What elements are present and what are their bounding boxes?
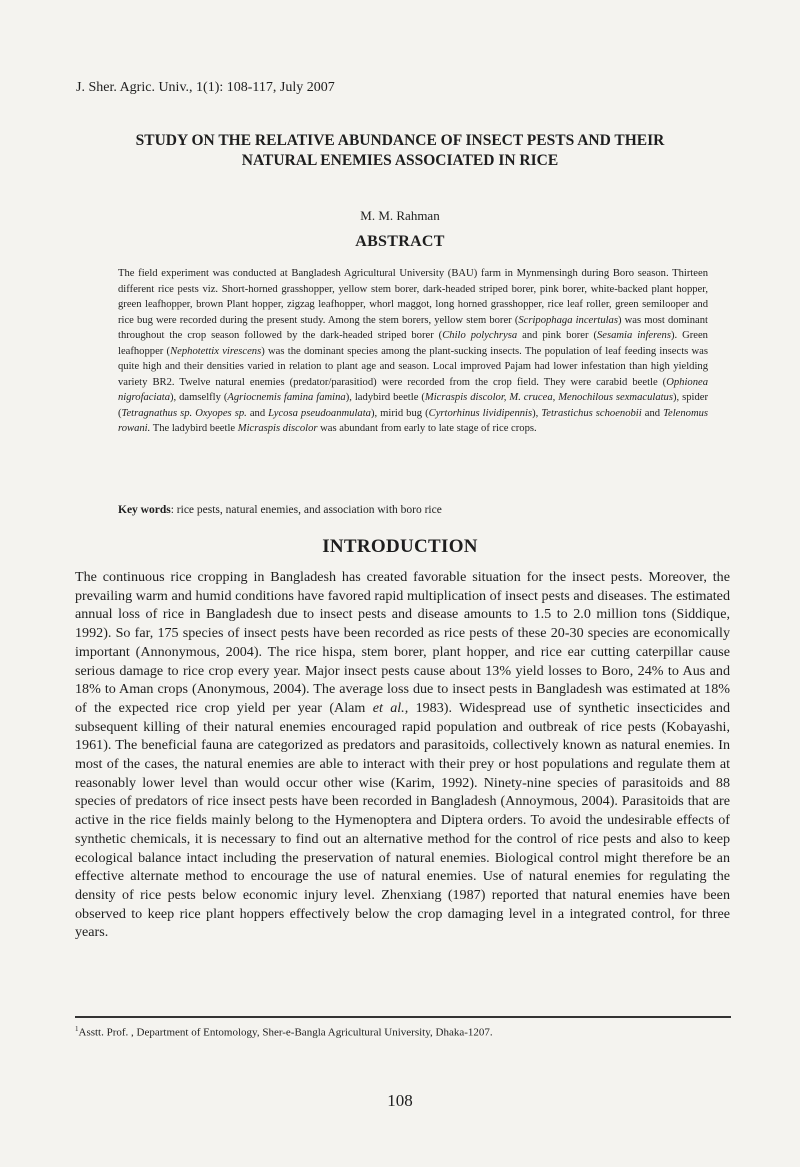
page-number: 108 xyxy=(387,1091,413,1110)
abstract-text-segment: and xyxy=(246,407,269,419)
abstract-text-segment: ) was most dominant throughout the crop season followed by the dark-headed striped borer ( xyxy=(118,314,708,341)
intro-text-segment: The continuous rice cropping in Bangladesh has created favorable situation for the insect pests. Moreover, the prevailing warm and humid conditions have favored rapid multiplication of insect pests and diseases. The estimated annual loss of rice in Bangladesh due to insect pests and disease amounts to 1.5 to 2.0 million tons (Siddique, 1992). So far, 175 species of insect pests have been recorded as rice pests of these 20-30 species are economically important (Annonymous, 2004). The rice hispa, stem borer, plant hopper, and rice ear cutting caterpillar cause serious damage to rice crop every year. Major insect pests cause about 13% yield losses to Boro, 24% to Aus and 18% to Aman crops (Anonymous, 2004). The average loss due to insect pests in Bangladesh was estimated at 18% of the expected rice crop yield per year (Alam xyxy=(75,569,730,716)
footnote-text: Asstt. Prof. , Department of Entomology, Sher-e-Bangla Agricultural University, Dhaka-1207. xyxy=(78,1026,493,1039)
abstract-text-segment: ), xyxy=(532,407,542,419)
species-name: Agriocnemis famina famina xyxy=(227,392,346,403)
species-name: Scripophaga incertulas xyxy=(518,314,618,326)
introduction-text xyxy=(75,568,730,942)
species-name: Micraspis discolor, M. crucea, Menochilous sexmaculatus xyxy=(424,392,673,403)
keywords xyxy=(118,504,442,516)
intro-et-al: et al., xyxy=(372,699,409,716)
abstract-text-segment: The ladybird beetle xyxy=(150,423,238,434)
paper-title xyxy=(70,131,730,171)
title-line-2: NATURAL ENEMIES ASSOCIATED IN RICE xyxy=(241,152,559,169)
species-name: Ophionea nigrofaciata xyxy=(118,376,708,403)
footnote xyxy=(75,1025,493,1039)
abstract-text-segment: and xyxy=(641,407,664,419)
species-name: Tetragnathus sp. Oxyopes sp. xyxy=(121,407,247,419)
abstract-text-segment: The field experiment was conducted at Bangladesh Agricultural University (BAU) farm in Mynmensingh during Boro season. Thirteen different rice pests viz. Short-horned grasshopper, yellow stem borer, dark-headed striped borer, pink borer, white-backed plant hopper, green leafhopper, brown Plant hopper, zigzag leafhopper, whorl maggot, long horned grasshopper, rice leaf roller, green semilooper and rice bug were recorded during the present study. Among the stem borers, yellow stem borer ( xyxy=(118,268,708,326)
species-name: Sesamia inferens xyxy=(596,330,671,341)
species-name: Tetrastichus schoenobii xyxy=(541,407,642,419)
species-name: Micraspis discolor xyxy=(237,423,318,434)
species-name: Chilo polychrysa xyxy=(442,330,518,341)
footnote-marker: 1 xyxy=(75,1025,79,1033)
abstract-text-segment: ) was the dominant species among the plant-sucking insects. The population of leaf feeding insects was quite high and their densities varied in relation to plant age and season. Local improved Pajam had lower infestation than high yielding variety BR2. Twelve natural enemies (predator/parasitiod) were recorded from the crop field. They were carabid beetle ( xyxy=(118,345,708,388)
abstract-text-segment: ), ladybird beetle ( xyxy=(345,392,425,403)
title-line-1: STUDY ON THE RELATIVE ABUNDANCE OF INSECT PESTS AND THEIR xyxy=(135,132,665,149)
species-name: Cyrtorhinus lividipennis xyxy=(428,407,533,419)
journal-citation: J. Sher. Agric. Univ., 1(1): 108-117, July 2007 xyxy=(76,80,335,95)
author-name: M. M. Rahman xyxy=(360,208,440,223)
species-name: Telenomus rowani. xyxy=(118,407,709,434)
keywords-label: Key words xyxy=(118,504,171,516)
introduction-heading: INTRODUCTION xyxy=(322,536,478,557)
abstract-text-segment: ), damselfly ( xyxy=(170,392,228,403)
abstract-text-segment: ). Green leafhopper ( xyxy=(118,330,708,357)
footnote-divider xyxy=(75,1016,731,1018)
abstract-text-segment: ), mirid bug ( xyxy=(370,407,429,419)
abstract-text-segment: ), spider ( xyxy=(118,392,709,419)
species-name: Nephotettix virescens xyxy=(170,345,262,357)
abstract-text-segment: and pink borer ( xyxy=(517,330,597,341)
abstract-heading: ABSTRACT xyxy=(355,233,445,250)
keywords-text: : rice pests, natural enemies, and association with boro rice xyxy=(170,504,442,516)
intro-text-segment: 1983). Widespread use of synthetic insecticides and subsequent killing of their natural enemies encouraged rapid population and outbreak of rice pests (Kobayashi, 1961). The beneficial fauna are categorized as predators and parasitoids, collectively known as natural enemies. In most of the cases, the natural enemies are able to interact with their prey or host populations and regulate them at reasonably lower level than would occur other wise (Karim, 1992). Ninety-nine species of parasitoids and 88 species of predators of rice insect pests have been recorded in Bangladesh (Annoymous, 2004). Parasitoids that are active in the rice fields mainly belong to the Hymenoptera and Diptera orders. To avoid the undesirable effects of synthetic chemicals, it is necessary to find out an alternative method for the control of rice pests and also to keep ecological balance intact including the preservation of natural enemies. Biological control might therefore be an effective alternate method to encourage the use of natural enemies. Use of natural enemies for regulating the density of rice pests below economic injury level. Zhenxiang (1987) reported that natural enemies have been observed to keep rice plant hoppers effectively below the crop damaging level in a integrated control, for three years. xyxy=(75,699,731,941)
abstract-text xyxy=(118,266,708,437)
abstract-text-segment: was abundant from early to late stage of rice crops. xyxy=(317,423,537,434)
species-name: Lycosa pseudoanmulata xyxy=(268,407,371,419)
